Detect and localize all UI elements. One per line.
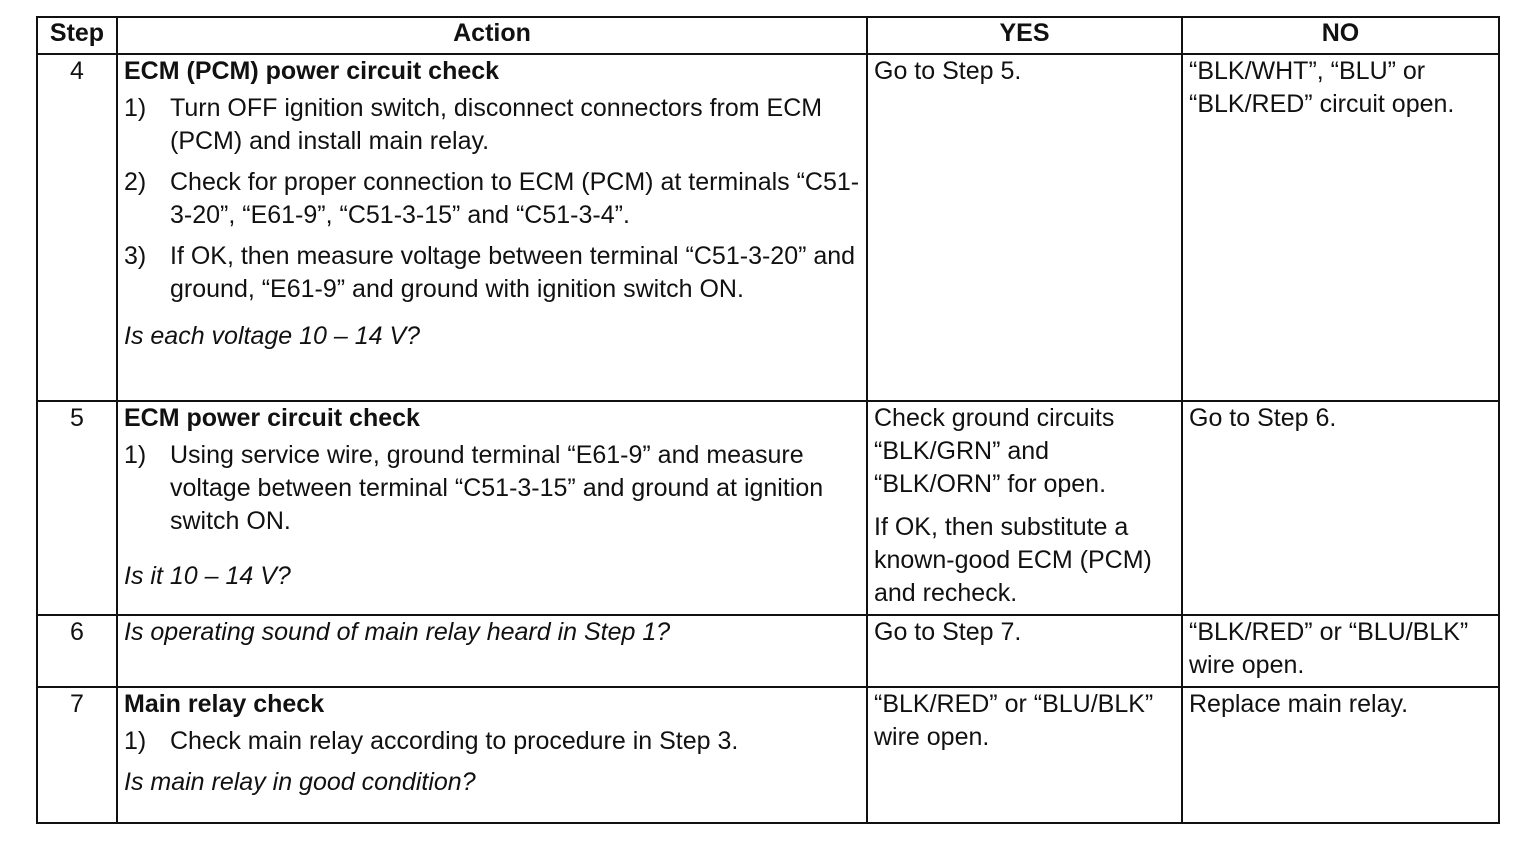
yes-cell [867, 615, 1182, 687]
substep-list [124, 92, 860, 306]
step-number: 6 [37, 615, 117, 687]
substep-text: Check main relay according to procedure in Step 3. [170, 727, 739, 755]
step-number: 4 [37, 54, 117, 401]
action-cell [117, 54, 867, 401]
substep-text: If OK, then measure voltage between terminal “C51-3-20” and ground, “E61-9” and ground with ignition switch ON. [170, 242, 856, 303]
substep [124, 240, 860, 306]
substep-list [124, 439, 860, 538]
substep-text: Using service wire, ground terminal “E61-9” and measure voltage between terminal “C51-3-15” and ground at ignition switch ON. [170, 441, 824, 535]
substep [124, 92, 860, 158]
substep-text: Turn OFF ignition switch, disconnect connectors from ECM (PCM) and install main relay. [170, 94, 823, 155]
action-cell [117, 401, 867, 615]
table-row [37, 615, 1499, 687]
table-row [37, 401, 1499, 615]
substep [124, 725, 860, 758]
yes-cell [867, 687, 1182, 823]
yes-text: If OK, then substitute a known-good ECM (PCM) and recheck. [874, 513, 1152, 607]
step-number: 5 [37, 401, 117, 615]
substep [124, 439, 860, 538]
action-cell [117, 687, 867, 823]
substep-number: 1) [124, 94, 147, 122]
header-step: Step [37, 17, 117, 54]
yes-cell [867, 401, 1182, 615]
no-cell: Go to Step 6. [1182, 401, 1499, 615]
substep [124, 166, 860, 232]
check-question: Is it 10 – 14 V? [124, 562, 291, 590]
yes-text: Check ground circuits “BLK/GRN” and “BLK/ORN” for open. [874, 404, 1115, 498]
check-question: Is operating sound of main relay heard in Step 1? [124, 618, 671, 646]
table-row [37, 54, 1499, 401]
substep-number: 2) [124, 168, 147, 196]
yes-cell [867, 54, 1182, 401]
header-action: Action [117, 17, 867, 54]
yes-text: Go to Step 5. [874, 57, 1022, 85]
diagnostic-table [36, 16, 1500, 824]
no-cell: Replace main relay. [1182, 687, 1499, 823]
table-row [37, 687, 1499, 823]
substep-number: 1) [124, 727, 147, 755]
no-cell: “BLK/RED” or “BLU/BLK” wire open. [1182, 615, 1499, 687]
substep-list [124, 725, 860, 758]
step-number: 7 [37, 687, 117, 823]
substep-number: 3) [124, 242, 147, 270]
action-title: ECM (PCM) power circuit check [124, 57, 500, 85]
action-cell [117, 615, 867, 687]
yes-text: “BLK/RED” or “BLU/BLK” wire open. [874, 690, 1154, 751]
substep-number: 1) [124, 441, 147, 469]
no-cell: “BLK/WHT”, “BLU” or “BLK/RED” circuit open. [1182, 54, 1499, 401]
substep-text: Check for proper connection to ECM (PCM) at terminals “C51-3-20”, “E61-9”, “C51-3-15” and “C51-3-4”. [170, 168, 860, 229]
action-title: Main relay check [124, 690, 325, 718]
header-yes: YES [867, 17, 1182, 54]
action-title: ECM power circuit check [124, 404, 420, 432]
header-row [37, 17, 1499, 54]
header-no: NO [1182, 17, 1499, 54]
yes-text: Go to Step 7. [874, 618, 1022, 646]
check-question: Is main relay in good condition? [124, 768, 476, 796]
check-question: Is each voltage 10 – 14 V? [124, 322, 421, 350]
